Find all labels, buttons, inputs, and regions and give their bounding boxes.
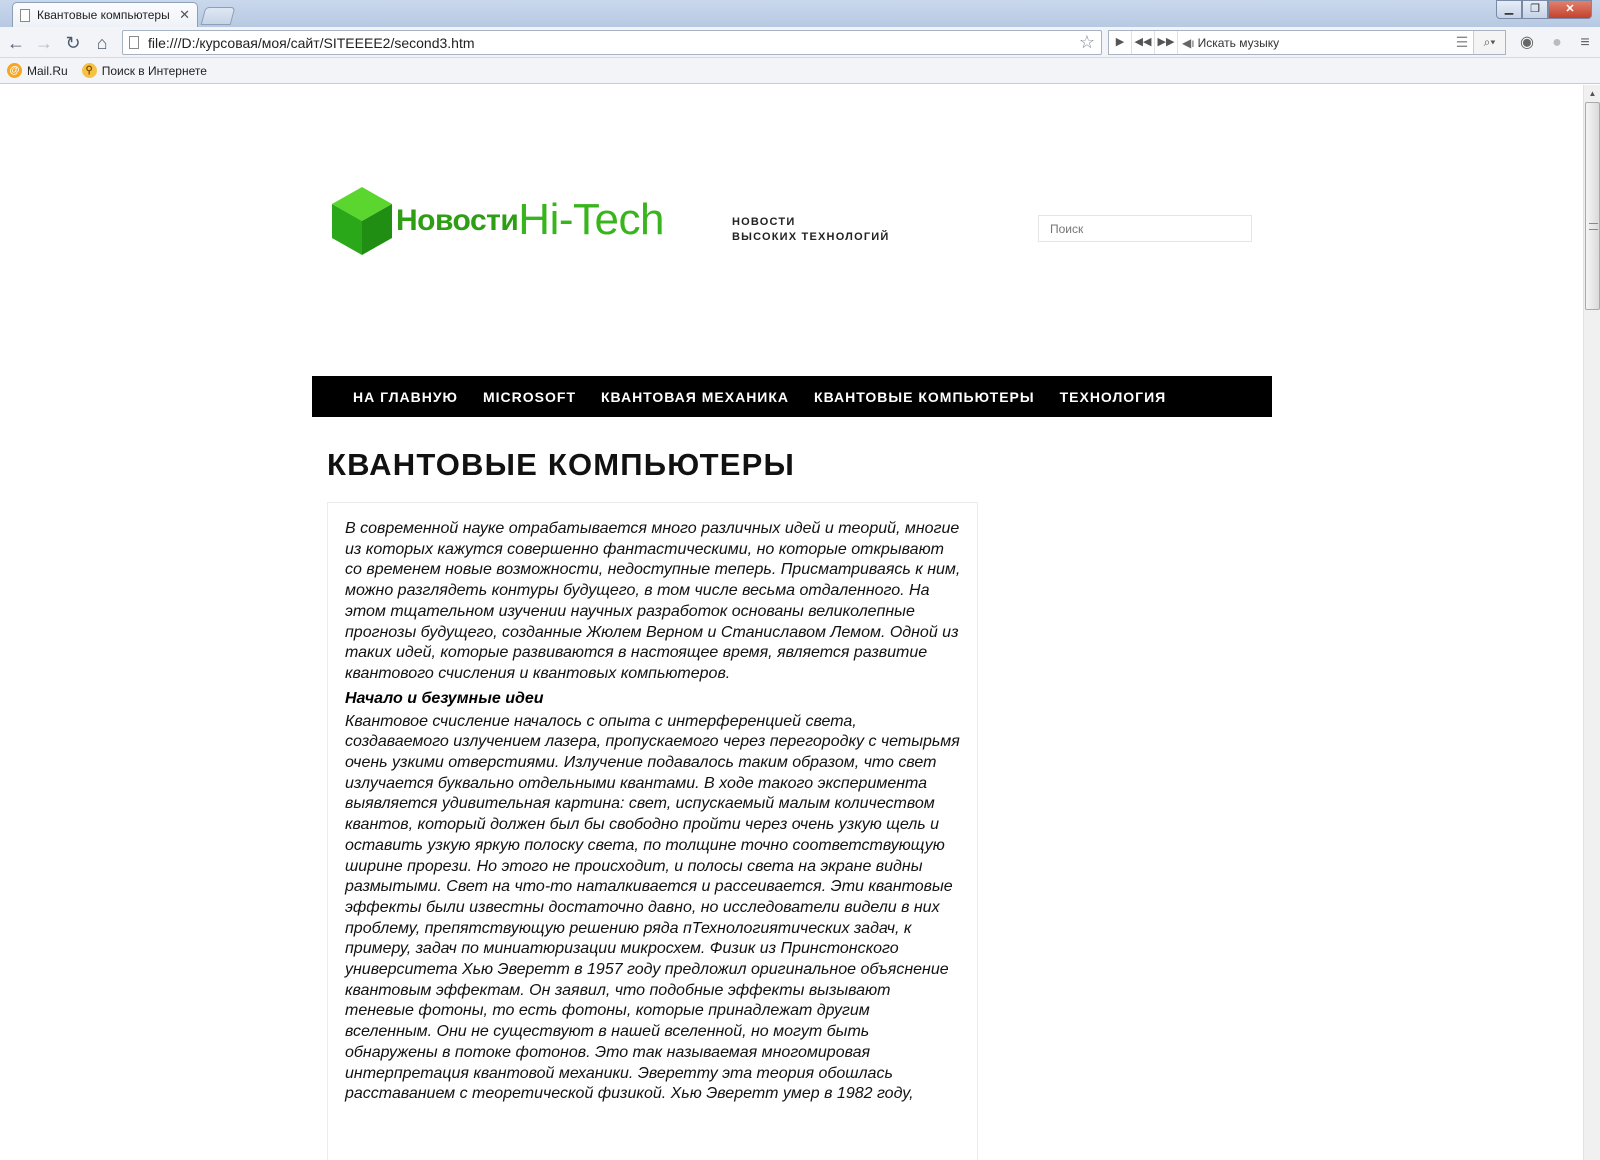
scroll-thumb[interactable] bbox=[1585, 102, 1600, 310]
main-navigation bbox=[312, 376, 1272, 417]
site-search-input[interactable] bbox=[1038, 215, 1252, 242]
bookmark-label: Поиск в Интернете bbox=[101, 63, 207, 78]
section-text: Квантовое счисление началось с опыта с интерференцией света, создаваемого излучением лазера, пропускаемого через перегородку с четырьмя очень узкими отверстиями. Излучение подавалось таким образом, что свет излучается буквально отдельными квантами. В ходе такого эксперимента выявляется удивительная картина: свет, испускаемый малым количеством квантов, который должен был бы свободно пройти через очень узкую щель и оставить узкую яркую полоску света, по толщине точно соответствующую ширине прорези. Но этого не происходит, и полосы света на экране видны размытыми. Свет на что-то наталкивается и рассеивается. Эти квантовые эффекты были известны достаточно давно, но исследователи видели в них проблему, препятствующую решению ряда пТехнологиятических задач, к примеру, задач по миниатюризации микросхем. Физик из Принстонского университета Хью Эверетт в 1957 году предложил оригинальное объяснение квантовым эффектам. Он заявил, что подобные эффекты вызывают теневые фотоны, то есть фотоны, которые принадлежат другим вселенным. Они не существуют в нашей вселенной, но могут быть обнаружены в потоке фотонов. Это так называемая многомировая интерпретация квантовой механики. Эверетту эта теория обошлась расставанием с теоретической физикой. Хью Эверетт умер в 1982 году, bbox=[345, 712, 960, 1103]
address-bar[interactable] bbox=[122, 30, 1102, 55]
minimize-button[interactable]: ▁ bbox=[1496, 0, 1522, 19]
rewind-icon[interactable]: ◀◀ bbox=[1132, 31, 1155, 54]
article-intro: В современной науке отрабатывается много различных идей и теорий, многие из которых кажутся совершенно фантастическими, но которые открывают со временем новые возможности, недоступные теперь. Присматриваясь к ним, можно разглядеть контуры будущего, в том числе весьма отдаленного. На этом тщательном изучении научных разработок основаны великолепные прогнозы будущего, созданные Жюлем Верном и Станиславом Лемом. Одной из таких идей, которые развиваются в настоящее время, является развитие квантового счисления и квантовых компьютеров. bbox=[345, 520, 961, 682]
logo-text-news: Новости bbox=[396, 204, 519, 237]
tab-title: Квантовые компьютеры bbox=[37, 8, 170, 22]
play-icon[interactable]: ▶ bbox=[1109, 31, 1132, 54]
speaker-icon[interactable]: ◀ı bbox=[1182, 35, 1195, 50]
forward-arrow-icon[interactable]: → bbox=[35, 33, 53, 53]
nav-quantum-computers[interactable]: КВАНТОВЫЕ КОМПЬЮТЕРЫ bbox=[814, 388, 1035, 405]
tagline-line-2: ВЫСОКИХ ТЕХНОЛОГИЙ bbox=[732, 231, 890, 243]
music-search-icon[interactable]: ⌕▾ bbox=[1473, 31, 1505, 54]
nav-microsoft[interactable]: MICROSOFT bbox=[483, 388, 576, 405]
extension-2-icon[interactable]: ● bbox=[1552, 34, 1562, 51]
nav-technology[interactable]: ТЕХНОЛОГИЯ bbox=[1059, 388, 1167, 405]
extension-icon[interactable]: ◉ bbox=[1520, 34, 1534, 51]
window-controls bbox=[1496, 0, 1592, 19]
logo-text-hitech: Hi-Tech bbox=[518, 195, 664, 244]
search-magnifier-icon: ⚲ bbox=[82, 63, 97, 78]
home-icon[interactable]: ⌂ bbox=[96, 33, 108, 53]
reload-icon[interactable]: ↻ bbox=[65, 33, 81, 53]
site-tagline bbox=[732, 215, 890, 245]
mailru-icon: @ bbox=[7, 63, 22, 78]
scroll-grip-icon bbox=[1589, 223, 1598, 230]
tagline-line-1: НОВОСТИ bbox=[732, 216, 796, 228]
bookmark-label: Mail.Ru bbox=[27, 63, 68, 78]
music-toolbar bbox=[1108, 30, 1506, 55]
url-text: file:///D:/курсовая/моя/сайт/SITEEEE2/second3.htm bbox=[148, 34, 475, 51]
page-scrollbar[interactable] bbox=[1583, 85, 1600, 1160]
browser-titlebar bbox=[0, 0, 1600, 27]
bookmarks-bar bbox=[0, 58, 1600, 84]
music-search-input[interactable]: Искать музыку bbox=[1197, 35, 1280, 50]
bookmark-mailru[interactable] bbox=[7, 63, 68, 78]
browser-toolbar bbox=[0, 27, 1600, 58]
fast-forward-icon[interactable]: ▶▶ bbox=[1155, 31, 1178, 54]
maximize-button[interactable]: ❐ bbox=[1522, 0, 1548, 19]
browser-tab[interactable] bbox=[12, 2, 198, 27]
section-heading: Начало и безумные идеи bbox=[345, 689, 544, 707]
article-body bbox=[327, 502, 978, 1160]
new-tab-button[interactable] bbox=[201, 7, 236, 25]
page-icon bbox=[129, 36, 139, 49]
menu-lines-icon[interactable]: ☰ bbox=[1455, 34, 1469, 50]
page-title: КВАНТОВЫЕ КОМПЬЮТЕРЫ bbox=[327, 447, 796, 482]
cube-logo-icon bbox=[330, 185, 394, 257]
back-arrow-icon[interactable]: ← bbox=[7, 33, 25, 53]
close-tab-icon[interactable]: ✕ bbox=[179, 7, 190, 22]
bookmark-star-icon[interactable]: ☆ bbox=[1078, 32, 1095, 52]
wrench-menu-icon[interactable]: ≡ bbox=[1580, 34, 1590, 51]
scroll-up-arrow-icon[interactable]: ▲ bbox=[1588, 89, 1597, 98]
close-window-button[interactable]: ✕ bbox=[1548, 0, 1592, 19]
document-icon bbox=[20, 9, 30, 22]
nav-home[interactable]: НА ГЛАВНУЮ bbox=[353, 388, 458, 405]
site-logo[interactable] bbox=[330, 185, 664, 257]
bookmark-search[interactable] bbox=[82, 63, 207, 78]
nav-quantum-mechanics[interactable]: КВАНТОВАЯ МЕХАНИКА bbox=[601, 388, 790, 405]
web-page bbox=[0, 85, 1583, 1160]
